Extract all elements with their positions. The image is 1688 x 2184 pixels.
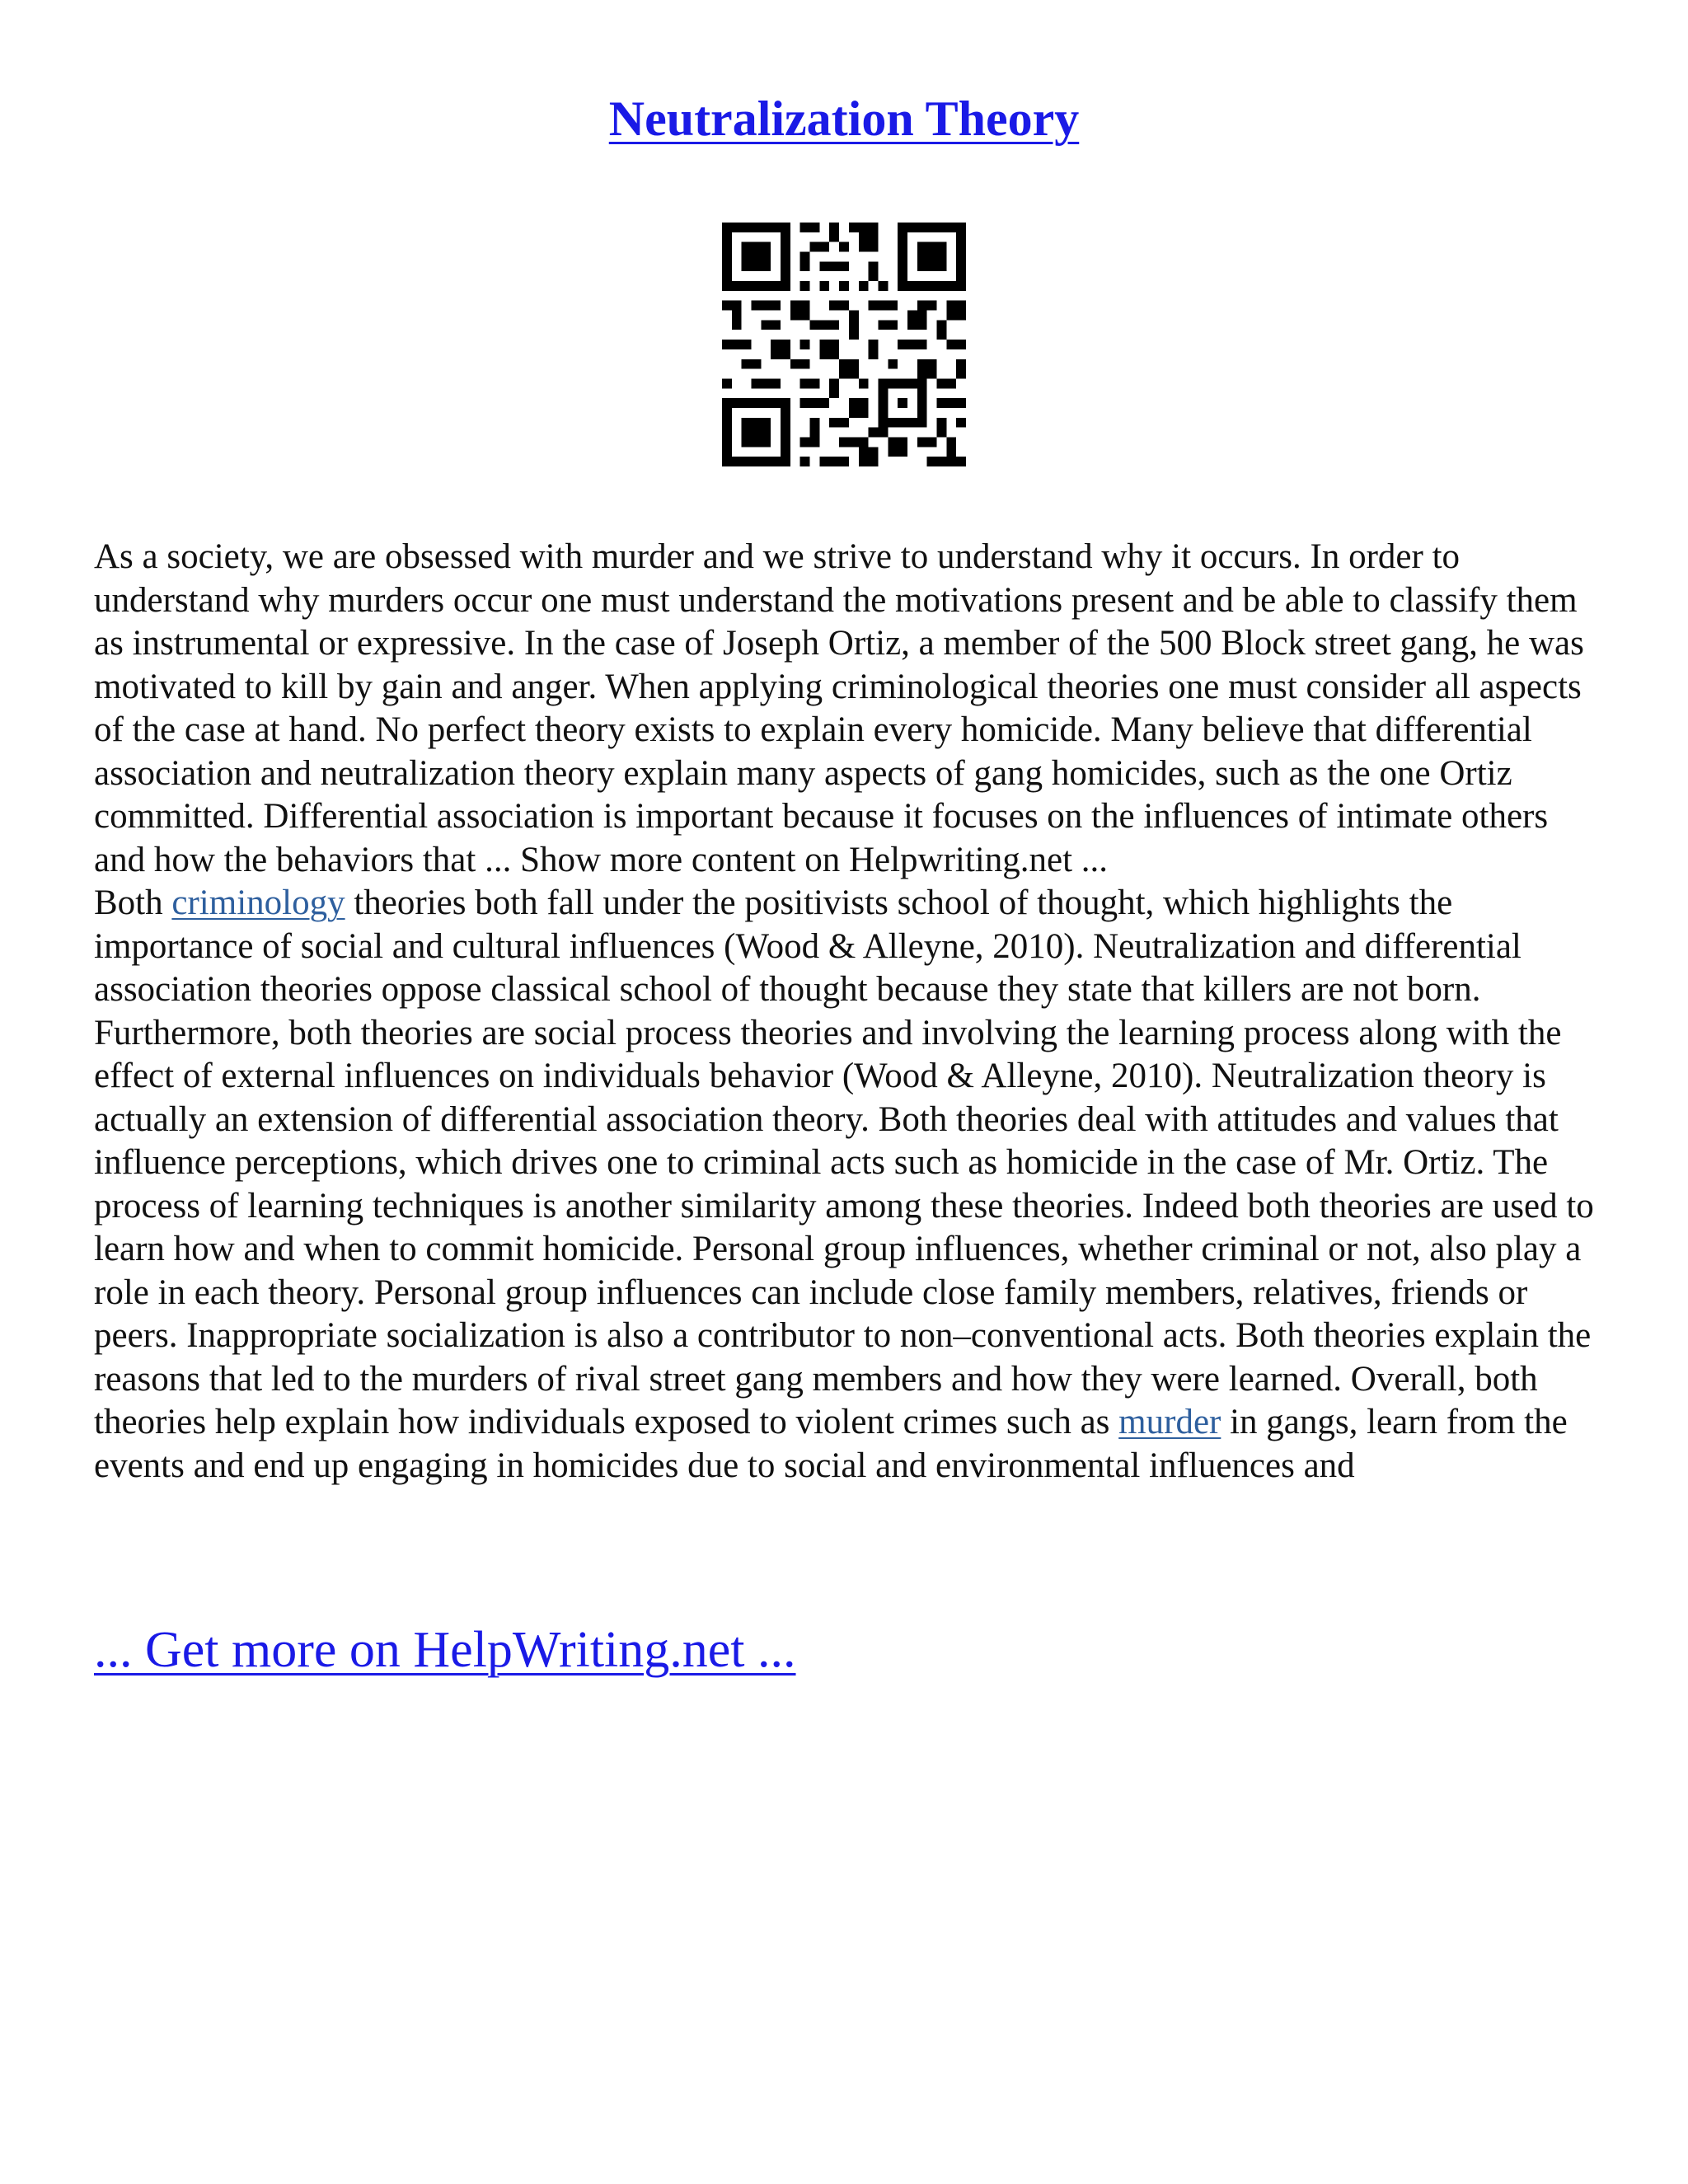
qr-finder-top-right xyxy=(898,223,966,291)
page-title xyxy=(0,86,1688,152)
qr-finder-top-left xyxy=(722,223,790,291)
article-body xyxy=(94,536,1602,1488)
qr-alignment xyxy=(878,378,926,427)
qr-code-image xyxy=(722,223,966,466)
murder-link[interactable]: murder xyxy=(1118,1403,1221,1441)
paragraph-text: in gangs, learn from the events and end up engaging in homicides due to social and environmental influences and xyxy=(94,1403,1568,1485)
get-more-link[interactable]: ... Get more on HelpWriting.net ... xyxy=(94,1622,796,1678)
criminology-link[interactable]: criminology xyxy=(171,883,345,922)
paragraph-text: theories both fall under the positivists school of thought, which highlights the importance of social and cultural influences (Wood & Alleyne, 2010). Neutralization and differential association theories oppose classical school of thought because they state that killers are not born. Furthermore, both theories are social process theories and involving the learning process along with the effect of external influences on individuals behavior (Wood & Alleyne, 2010). Neutralization theory is actually an extension of differential association theory. Both theories deal with attitudes and values that influence perceptions, which drives one to criminal acts such as homicide in the case of Mr. Ortiz. The process of learning techniques is another similarity among these theories. Indeed both theories are used to learn how and when to commit homicide. Personal group influences, whether criminal or not, also play a role in each theory. Personal group influences can include close family members, relatives, friends or peers. Inappropriate socialization is also a contributor to non–conventional acts. Both theories explain the reasons that led to the murders of rival street gang members and how they were learned. Overall, both theories help explain how individuals exposed to violent crimes such as xyxy=(94,883,1594,1441)
qr-finder-bottom-left xyxy=(722,398,790,466)
paragraph-intro: As a society, we are obsessed with murder and we strive to understand why it occurs. In order to understand why murders occur one must understand the motivations present and be able to classify them as instrumental or expressive. In the case of Joseph Ortiz, a member of the 500 Block street gang, he was motivated to kill by gain and anger. When applying criminological theories one must consider all aspects of the case at hand. No perfect theory exists to explain every homicide. Many believe that differential association and neutralization theory explain many aspects of gang homicides, such as the one Ortiz committed. Differential association is important because it focuses on the influences of intimate others and how the behaviors that ... Show more content on Helpwriting.net ... xyxy=(94,537,1584,879)
title-link[interactable]: Neutralization Theory xyxy=(608,91,1080,146)
paragraph-comparison xyxy=(94,882,1602,1488)
paragraph-text: Both xyxy=(94,883,172,922)
